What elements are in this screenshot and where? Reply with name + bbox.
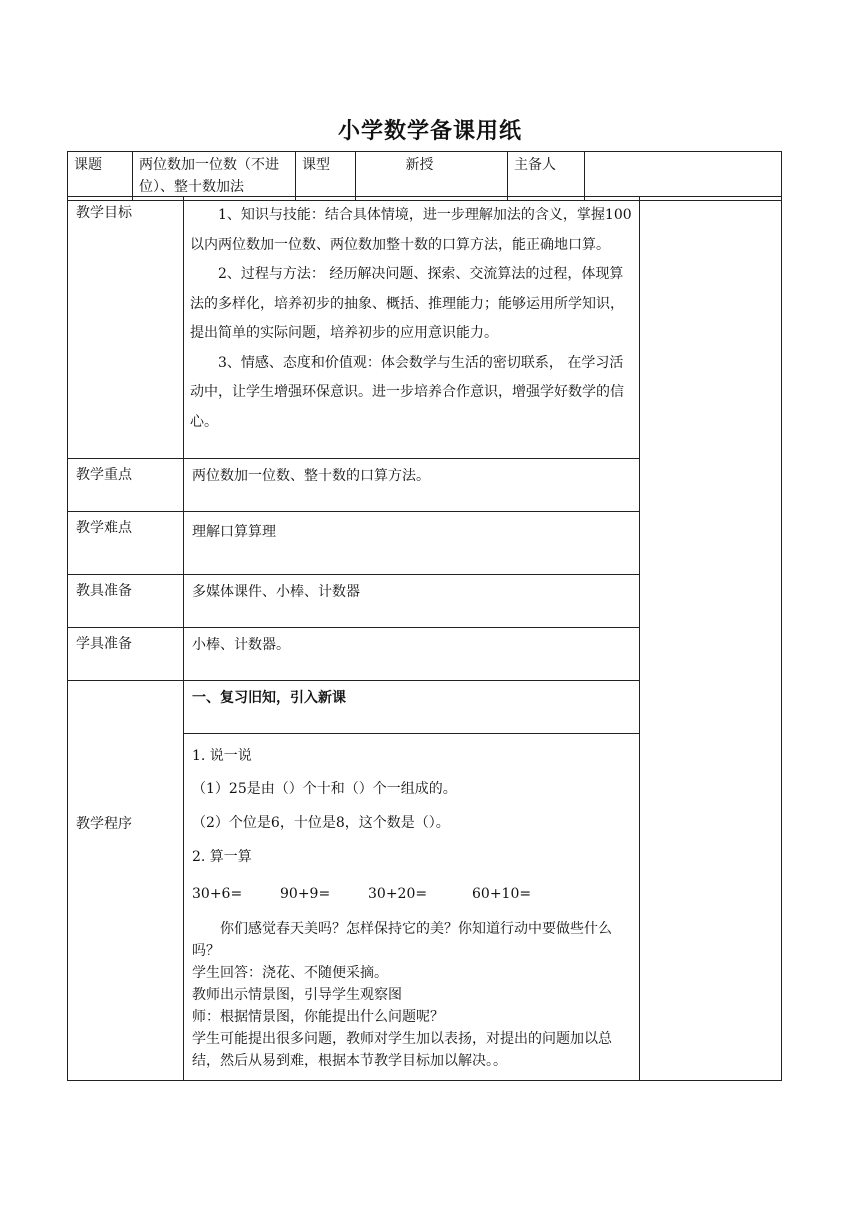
goal-process: 2、过程与方法： 经历解决问题、探索、交流算法的过程，体现算法的多样化，培养初步的抽象、概括、推理能力；能够运用所学知识，提出简单的实际问题，培养初步的应用意识能力。	[190, 266, 624, 341]
calc-row	[192, 874, 631, 914]
goal-knowledge: 1、知识与技能：结合具体情境，进一步理解加法的含义，掌握100以内两位数加一位数、两位数加整十数的口算方法，能正确地口算。	[190, 207, 632, 253]
calc-1: 30+6=	[192, 886, 243, 902]
header-table	[67, 151, 782, 201]
goal-attitude: 3、情感、态度和价值观：体会数学与生活的密切联系， 在学习活动中，让学生增强环保意识。进一步培养合作意识，增强学好数学的信心。	[190, 354, 624, 430]
teacher-question: 师：根据情景图，你能提出什么问题呢？	[192, 1009, 444, 1025]
key-points-label: 教学重点	[68, 459, 184, 512]
item1-title: 1. 说一说	[192, 748, 252, 764]
key-points-value: 两位数加一位数、整十数的口算方法。	[184, 459, 640, 512]
goals-label: 教学目标	[68, 197, 184, 459]
preparer-label: 主备人	[508, 152, 585, 201]
teacher-tools-label: 教具准备	[68, 575, 184, 628]
spring-paragraph: 你们感觉春天美吗？怎样保持它的美？你知道行动中要做些什么吗？	[192, 921, 612, 959]
student-tools-label: 学具准备	[68, 628, 184, 681]
page-title: 小学数学备课用纸	[337, 118, 522, 144]
topic-label: 课题	[68, 152, 133, 201]
teacher-shows-picture: 教师出示情景图，引导学生观察图	[192, 987, 402, 1003]
question-1: （1）25是由（）个十和（）个一组成的。	[192, 781, 457, 797]
student-answer: 学生回答：浇花、不随便采摘。	[192, 965, 388, 981]
right-blank-column	[640, 197, 782, 1081]
question-2: （2）个位是6，十位是8，这个数是（）。	[192, 815, 450, 831]
teacher-tools-value: 多媒体课件、小棒、计数器	[184, 575, 640, 628]
goals-content	[184, 197, 640, 459]
topic-value: 两位数加一位数（不进位）、整十数加法	[133, 152, 296, 201]
difficulties-label: 教学难点	[68, 512, 184, 575]
preparer-value	[585, 152, 782, 201]
lesson-table	[67, 196, 782, 1081]
procedure-content	[184, 681, 640, 1081]
procedure-label: 教学程序	[76, 815, 132, 832]
student-tools-value: 小棒、计数器。	[184, 628, 640, 681]
calc-3: 30+20=	[368, 886, 428, 902]
difficulties-value: 理解口算算理	[184, 512, 640, 575]
calc-2: 90+9=	[280, 886, 331, 902]
procedure-label-cell	[68, 681, 184, 1081]
procedure-body	[184, 734, 639, 1080]
section1-title: 一、复习旧知，引入新课	[184, 681, 639, 734]
item2-title: 2. 算一算	[192, 849, 252, 865]
student-questions: 学生可能提出很多问题，教师对学生加以表扬，对提出的问题加以总结，然后从易到难，根据本节教学目标加以解决。。	[192, 1031, 612, 1069]
calc-4: 60+10=	[472, 886, 532, 902]
type-value: 新授	[356, 152, 508, 201]
type-label: 课型	[296, 152, 356, 201]
